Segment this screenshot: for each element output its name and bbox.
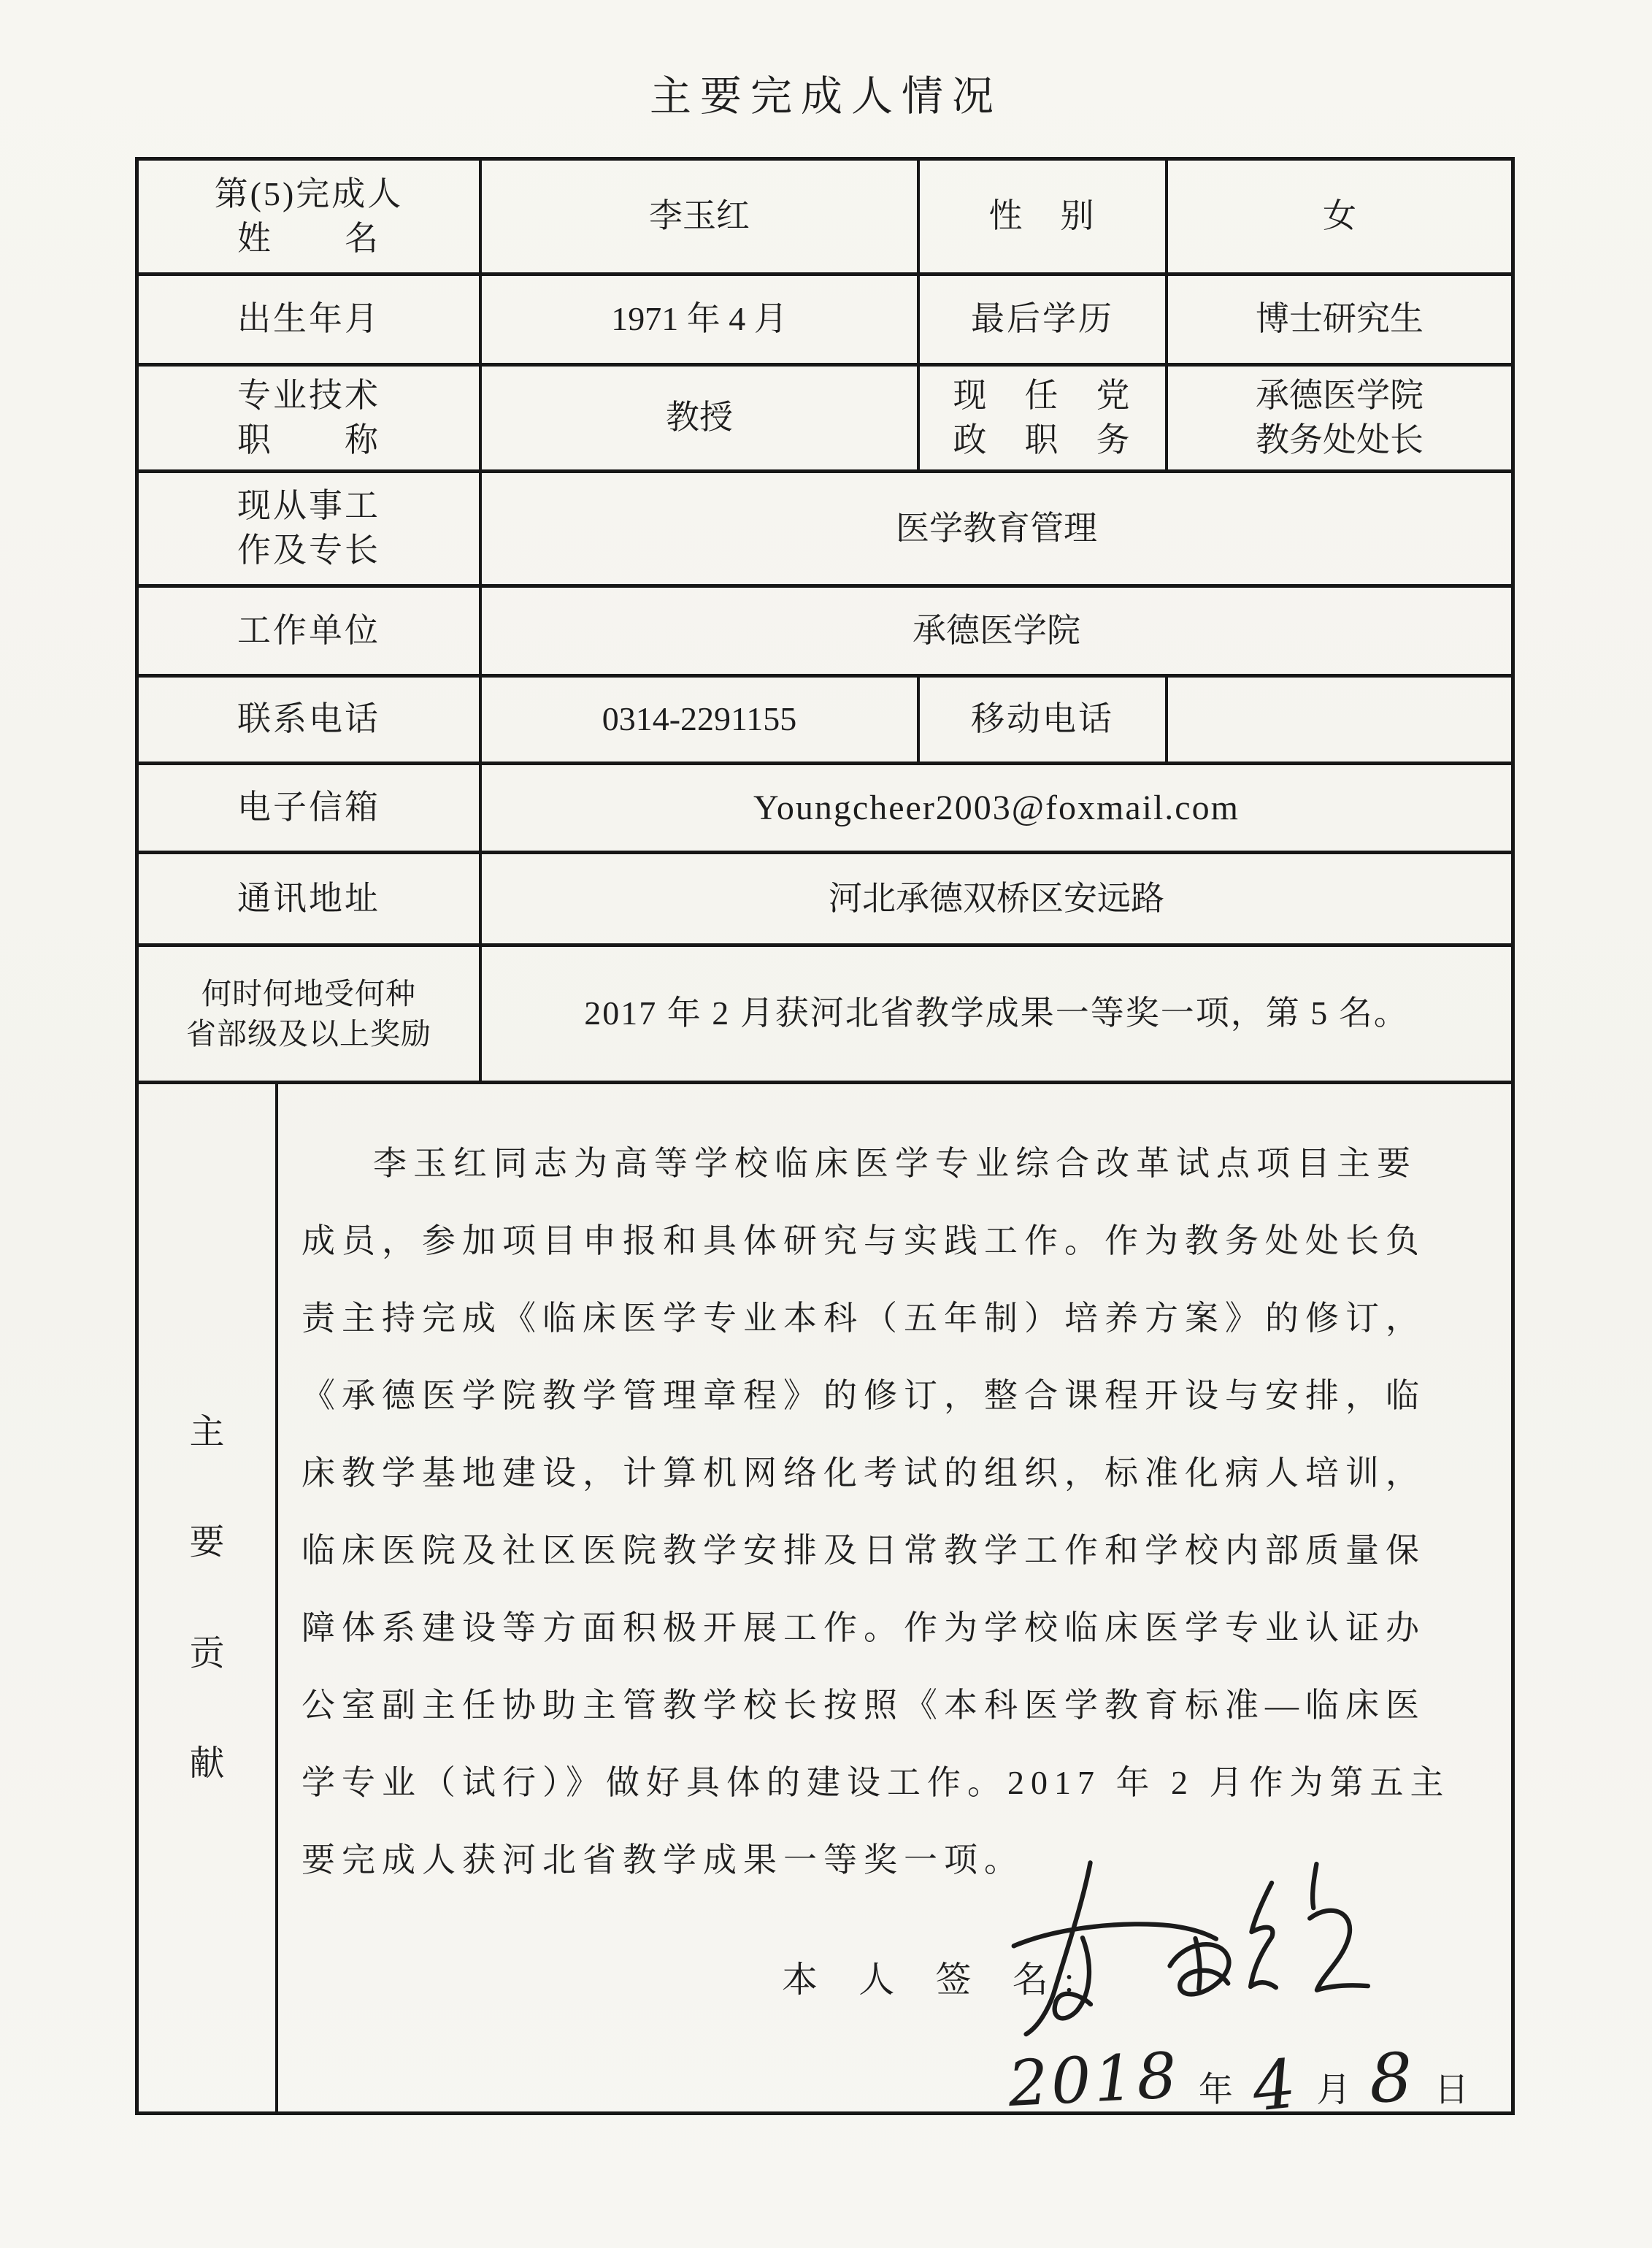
contribution-label-char3: 贡 (189, 1633, 225, 1673)
row-birth (139, 272, 1511, 363)
address-label: 通讯地址 (237, 879, 380, 917)
row-work (139, 469, 1511, 584)
signature-label: 本 人 签 名: (782, 1960, 1091, 2000)
contribution-label (139, 1084, 275, 2111)
phone-label: 联系电话 (237, 700, 380, 738)
contribution-text-line: 要完成人获河北省教学成果一等奖一项。 (301, 1841, 1024, 1879)
person-label-line2: 姓 名 (237, 219, 380, 257)
row-title (139, 363, 1511, 469)
page-title: 主要完成人情况 (650, 74, 1002, 120)
row-email (139, 762, 1511, 851)
person-label-line1: 第(5)完成人 (214, 174, 404, 212)
signature-date (1006, 2038, 1488, 2127)
contribution-text-line: 公室副主任协助主管教学校长按照《本科医学教育标准—临床医 (301, 1687, 1426, 1724)
contribution-text-line: 成员，参加项目申报和具体研究与实践工作。作为教务处处长负 (301, 1222, 1426, 1259)
birth-label: 出生年月 (237, 300, 380, 338)
employer-label: 工作单位 (237, 611, 380, 649)
gender-label: 性 别 (917, 161, 1165, 272)
award-label-line2: 省部级及以上奖励 (186, 1016, 431, 1051)
address-value: 河北承德双桥区安远路 (479, 854, 1511, 943)
row-person (139, 161, 1511, 272)
work-label-line1: 现从事工 (237, 487, 380, 525)
date-month-handwritten: 4 (1248, 2044, 1302, 2127)
date-year-handwritten: 2018 (1006, 2038, 1182, 2122)
row-employer (139, 584, 1511, 674)
employer-value: 承德医学院 (479, 588, 1511, 674)
award-label-line1: 何时何地受何种 (201, 977, 416, 1011)
contribution-text (301, 1125, 1492, 1899)
row-award (139, 943, 1511, 1081)
mobile-value (1165, 678, 1511, 762)
row-phone (139, 674, 1511, 762)
work-label (139, 473, 479, 584)
prof-title-label-line1: 专业技术 (237, 376, 380, 414)
prof-title-label-line2: 职 称 (237, 421, 380, 459)
post-value (1165, 367, 1511, 469)
person-name-value: 李玉红 (479, 161, 917, 272)
contribution-text-line: 学专业（试行）》做好具体的建设工作。2017 年 2 月作为第五主 (301, 1764, 1451, 1801)
contribution-text-line: 责主持完成《临床医学专业本科（五年制）培养方案》的修订， (301, 1300, 1426, 1337)
prof-title-label (139, 367, 479, 469)
work-label-line2: 作及专长 (237, 532, 380, 569)
person-label (139, 161, 479, 272)
date-day-handwritten: 8 (1368, 2038, 1417, 2119)
award-label (139, 947, 479, 1081)
date-day-unit: 日 (1434, 2071, 1469, 2109)
email-value: Youngcheer2003@foxmail.com (479, 765, 1511, 851)
phone-value: 0314-2291155 (479, 678, 917, 762)
contribution-text-line: 床教学基地建设，计算机网络化考试的组织，标准化病人培训， (301, 1454, 1426, 1492)
post-label-line1: 现 任 党 (953, 376, 1132, 414)
contribution-text-line: 《承德医学院教学管理章程》的修订，整合课程开设与安排，临 (301, 1377, 1426, 1414)
post-label (917, 367, 1165, 469)
contribution-content (275, 1084, 1511, 2127)
education-value: 博士研究生 (1165, 276, 1511, 363)
contribution-label-char1: 主 (189, 1412, 225, 1451)
row-contribution (139, 1081, 1511, 2127)
post-value-line2: 教务处处长 (1256, 421, 1424, 459)
education-label: 最后学历 (917, 276, 1165, 363)
birth-value: 1971 年 4 月 (479, 276, 917, 363)
date-year-unit: 年 (1198, 2071, 1233, 2109)
contribution-text-line: 障体系建设等方面积极开展工作。作为学校临床医学专业认证办 (301, 1609, 1426, 1646)
main-form-table (135, 157, 1515, 2127)
award-value: 2017 年 2 月获河北省教学成果一等奖一项，第 5 名。 (479, 947, 1511, 1081)
row-address (139, 851, 1511, 943)
prof-title-value: 教授 (479, 367, 917, 469)
work-value: 医学教育管理 (479, 473, 1511, 584)
email-label: 电子信箱 (237, 789, 380, 826)
contribution-label-char2: 要 (189, 1523, 225, 1562)
mobile-label: 移动电话 (917, 678, 1165, 762)
contribution-label-char4: 献 (189, 1743, 225, 1783)
gender-value: 女 (1165, 161, 1511, 272)
post-value-line1: 承德医学院 (1256, 376, 1424, 414)
post-label-line2: 政 职 务 (953, 421, 1132, 459)
contribution-text-line: 临床医院及社区医院教学安排及日常教学工作和学校内部质量保 (301, 1532, 1426, 1569)
date-month-unit: 月 (1316, 2071, 1351, 2109)
contribution-text-line: 李玉红同志为高等学校临床医学专业综合改革试点项目主要 (373, 1145, 1417, 1182)
